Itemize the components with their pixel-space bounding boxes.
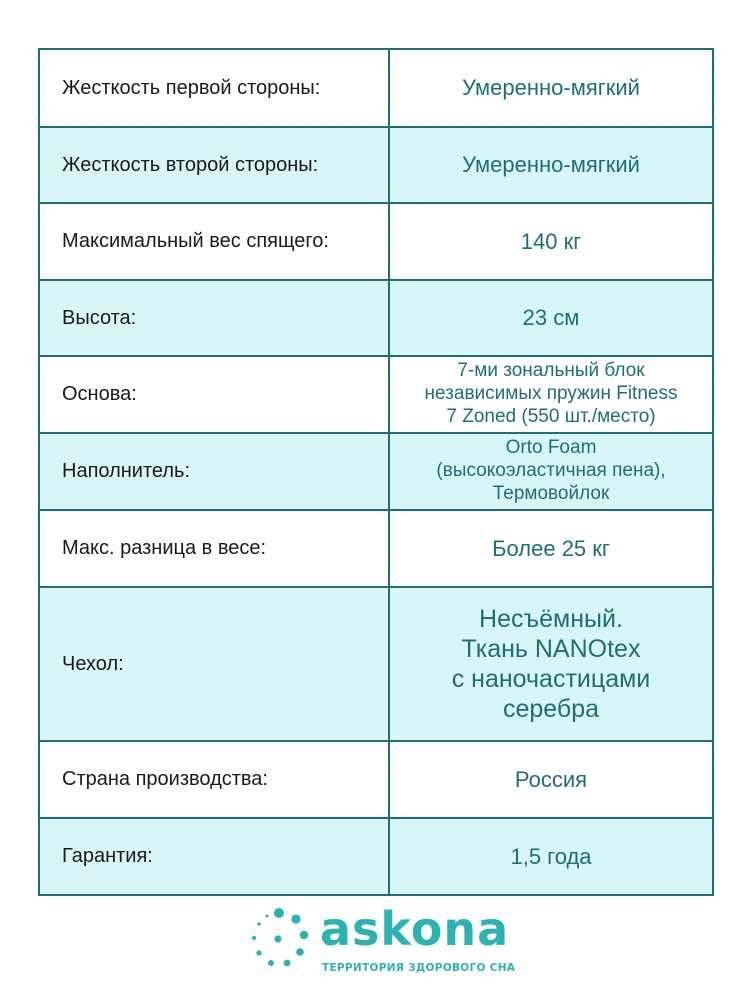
spec-value bbox=[389, 49, 713, 127]
spec-value-text: Умеренно-мягкий bbox=[462, 75, 640, 101]
spec-row-cover bbox=[39, 587, 713, 741]
spec-label: Макс. разница в весе: bbox=[39, 510, 389, 587]
spec-value bbox=[389, 127, 713, 203]
spec-row-filling bbox=[39, 433, 713, 510]
spec-label: Основа: bbox=[39, 356, 389, 433]
spec-value-text: 23 см bbox=[522, 305, 580, 331]
spec-row-weight-difference bbox=[39, 510, 713, 587]
spec-row-height bbox=[39, 280, 713, 356]
spec-row-base bbox=[39, 356, 713, 433]
spec-label: Высота: bbox=[39, 280, 389, 356]
spec-label: Наполнитель: bbox=[39, 433, 389, 510]
spec-value-text: Умеренно-мягкий bbox=[462, 152, 640, 178]
spec-value bbox=[389, 356, 713, 433]
spec-label: Гарантия: bbox=[39, 818, 389, 895]
spec-value-text: Несъёмный. Ткань NANOtex с наночастицами серебра bbox=[451, 605, 651, 723]
spec-label: Максимальный вес спящего: bbox=[39, 203, 389, 280]
brand-logo bbox=[248, 902, 548, 982]
brand-tagline: ТЕРРИТОРИЯ ЗДОРОВОГО СНА bbox=[322, 962, 516, 974]
spec-value-text: 7-ми зональный блок независимых пружин Fitness 7 Zoned (550 шт./место) bbox=[424, 360, 678, 427]
spec-value-text: 140 кг bbox=[520, 228, 582, 254]
spec-value bbox=[389, 587, 713, 741]
spec-value-text: 1,5 года bbox=[510, 843, 592, 869]
spec-row-firmness-side-1 bbox=[39, 49, 713, 127]
spec-row-firmness-side-2 bbox=[39, 127, 713, 203]
spec-value-text: Orto Foam (высокоэластичная пена), Термовойлок bbox=[436, 437, 666, 504]
brand-name: askona bbox=[320, 902, 510, 956]
dots-circle-icon bbox=[248, 908, 310, 970]
spec-value bbox=[389, 510, 713, 587]
spec-row-country bbox=[39, 741, 713, 818]
spec-label: Страна производства: bbox=[39, 741, 389, 818]
spec-label: Жесткость второй стороны: bbox=[39, 127, 389, 203]
spec-label: Чехол: bbox=[39, 587, 389, 741]
spec-value bbox=[389, 203, 713, 280]
spec-value-text: Россия bbox=[514, 766, 588, 792]
spec-table bbox=[38, 48, 714, 896]
spec-value-text: Более 25 кг bbox=[492, 535, 610, 561]
spec-row-warranty bbox=[39, 818, 713, 895]
spec-value bbox=[389, 280, 713, 356]
spec-row-max-weight bbox=[39, 203, 713, 280]
spec-value bbox=[389, 818, 713, 895]
spec-value bbox=[389, 433, 713, 510]
spec-label: Жесткость первой стороны: bbox=[39, 49, 389, 127]
spec-value bbox=[389, 741, 713, 818]
